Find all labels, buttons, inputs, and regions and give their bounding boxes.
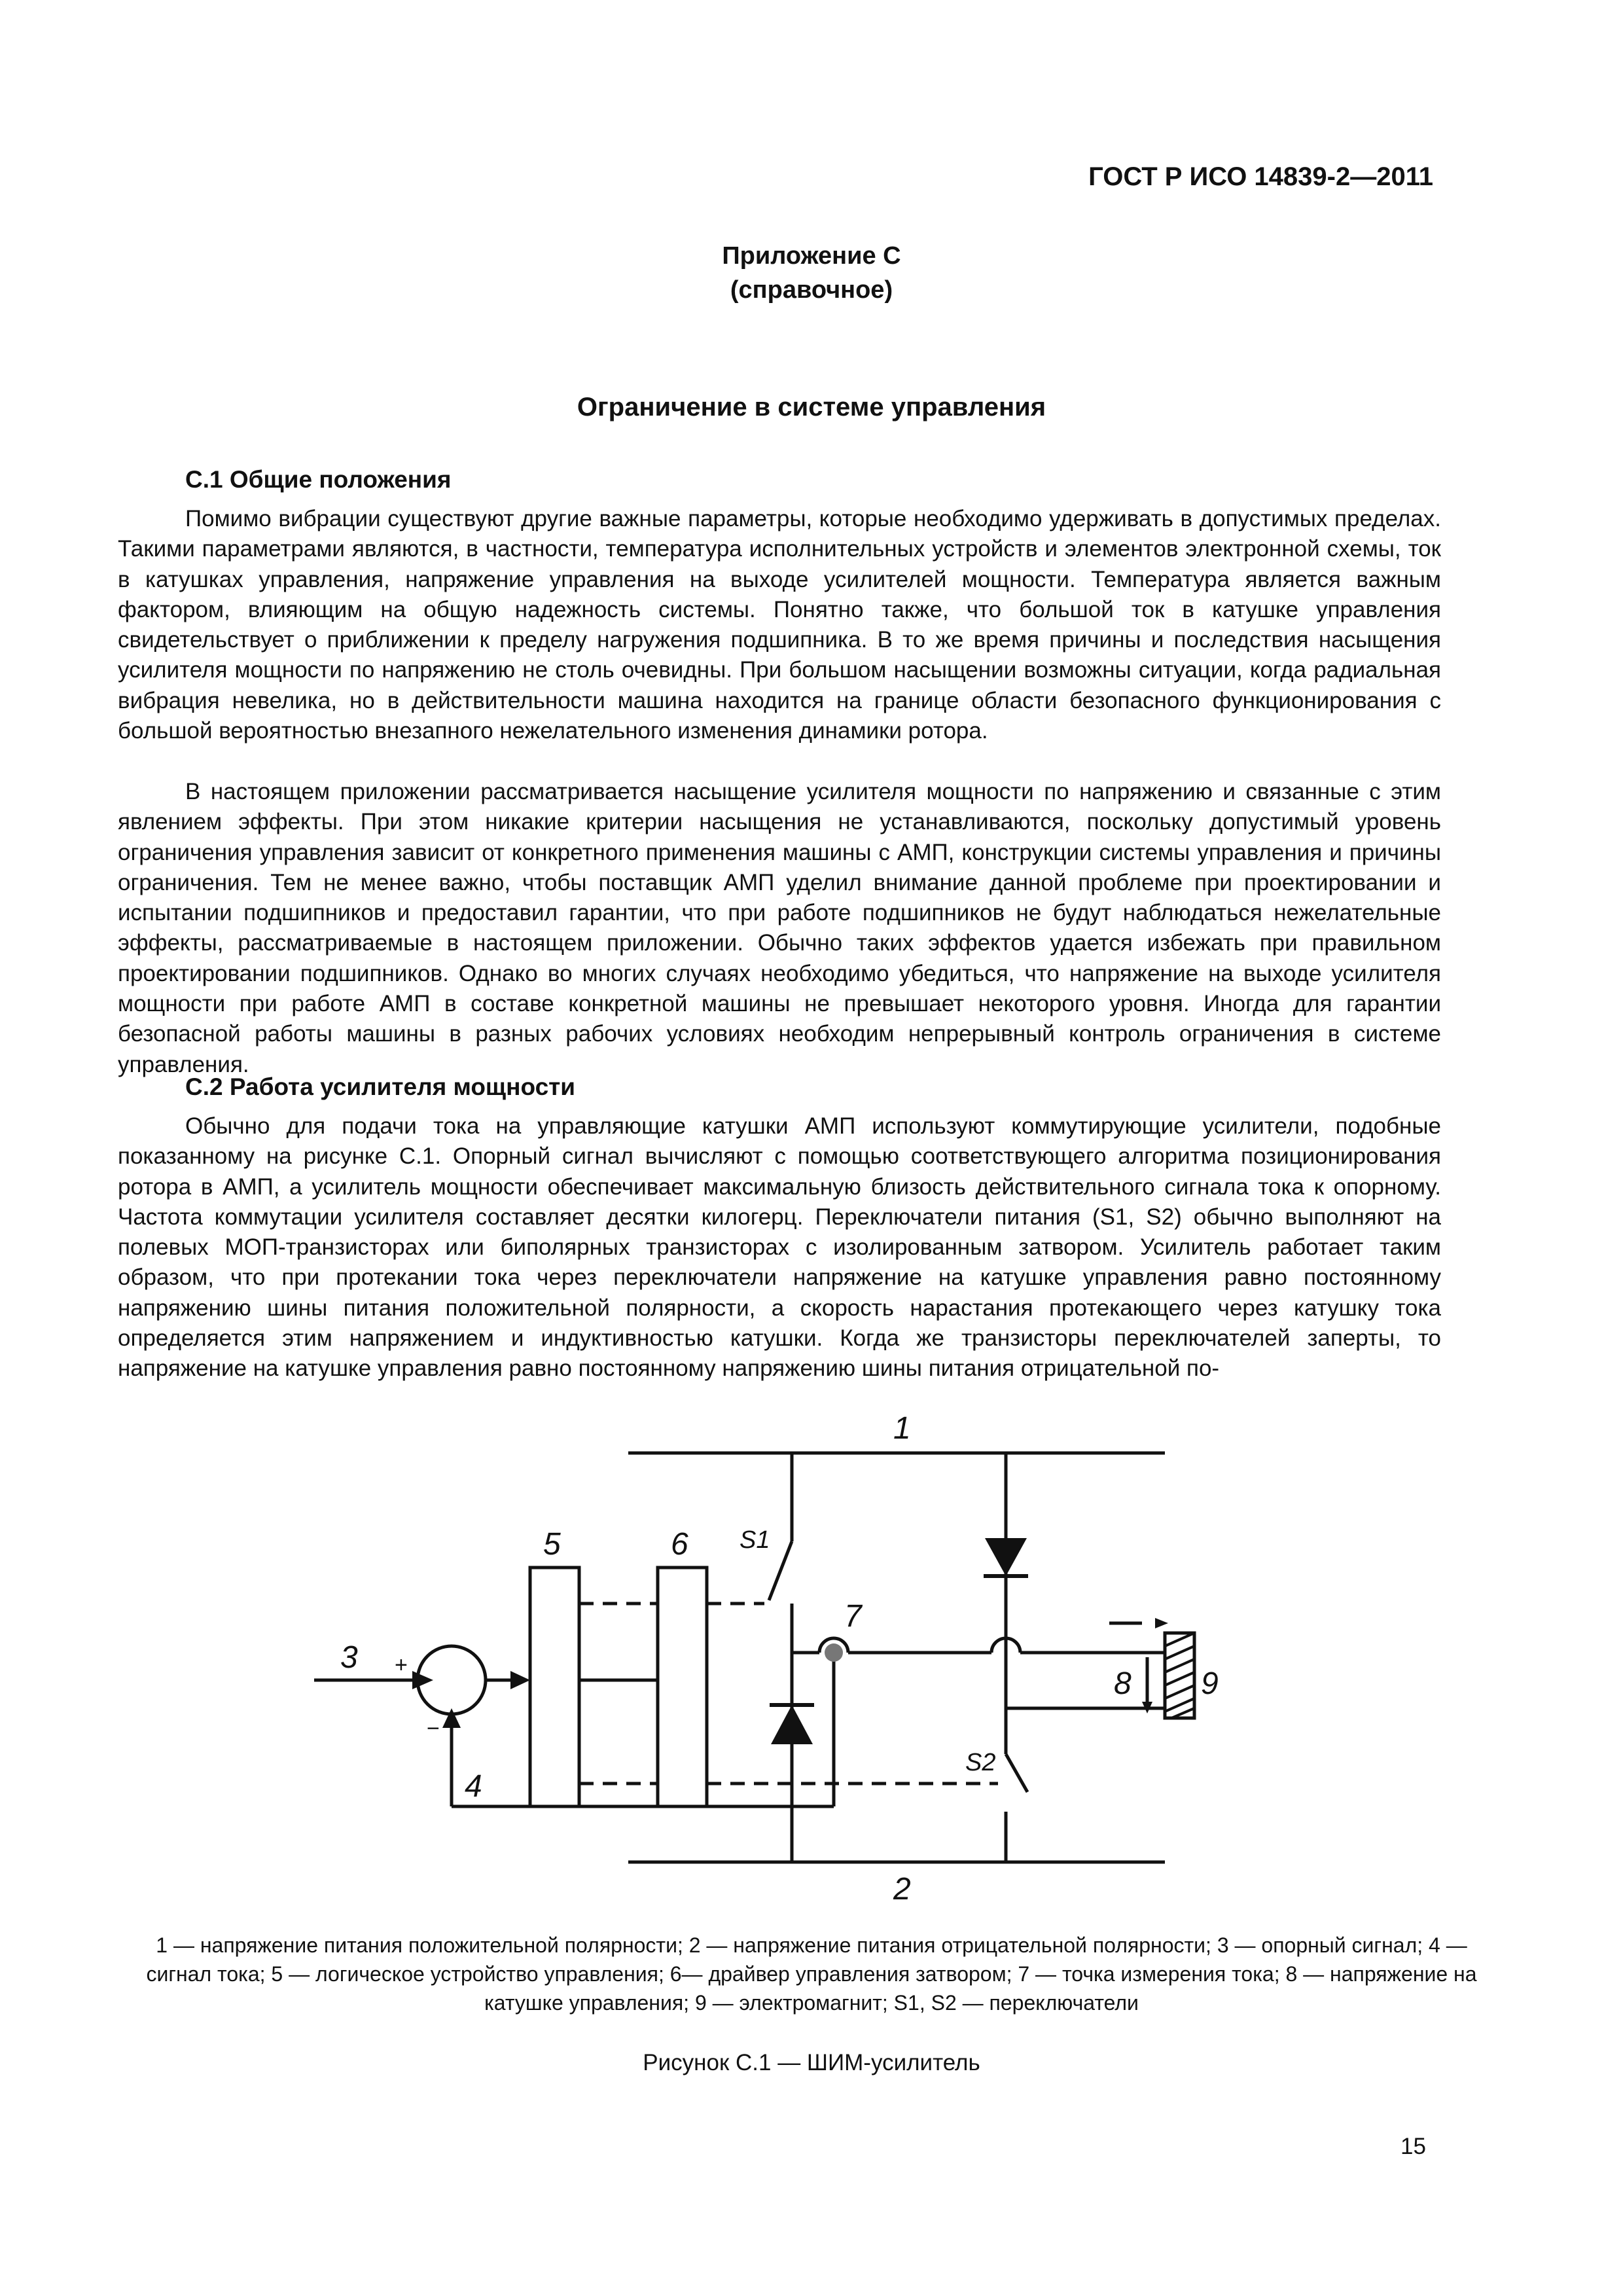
pwm-amplifier-diagram — [288, 1407, 1296, 1908]
appendix-type: (справочное) — [730, 276, 893, 304]
label-6: 6 — [671, 1527, 688, 1562]
freewheel-diode-right — [985, 1538, 1027, 1576]
label-7: 7 — [844, 1599, 862, 1634]
appendix-label: Приложение С — [722, 242, 901, 270]
label-5: 5 — [543, 1527, 561, 1562]
label-1: 1 — [893, 1411, 911, 1446]
appendix-title — [0, 239, 1623, 307]
paragraph-c2-1: Обычно для подачи тока на управляющие катушки АМП используют коммутирующие усилители, подобные показанному на рисунке С.1. Опорный сигнал вычисляют с помощью соответствующего алгоритма позиционирования ротора в АМП, а усилитель мощности обеспечивает максимальную близость действительного сигнала тока к опорному. Частота коммутации усилителя составляет десятки килогерц. Переключатели питания (S1, S2) обычно выполняют на полевых МОП-транзисторах или биполярных транзисторах с изолированным затвором. Усилитель работает таким образом, что при протекании тока через переключатели напряжение на катушке управления равно постоянному напряжению шины питания положительной полярности, а скорость нарастания протекающего через катушку тока определяется этим напряжением и индуктивностью катушки. Когда же транзисторы переключателей заперты, то напряжение на катушке управления равно постоянному напряжению шины питания отрицательной по- — [118, 1113, 1441, 1382]
minus-sign: − — [427, 1716, 440, 1741]
paragraph-c1-1: Помимо вибрации существуют другие важные параметры, которые необходимо удерживать в допустимых пределах. Такими параметрами являются, в частности, температура исполнительных устройств и элементов электронной схемы, ток в катушках управления, напряжение управления на выходе усилителей мощности. Температура является важным фактором, влияющим на общую надежность системы. Понятно также, что большой ток в катушке управления свидетельствует о приближении к пределу нагружения подшипника. В то же время причины и последствия насыщения усилителя мощности по напряжению не столь очевидны. При большом насыщении возможны ситуации, когда радиальная вибрация невелика, но в действительности машина находится на границе области безопасного функционирования с большой вероятностью внезапного нежелательного изменения динамики ротора. — [118, 506, 1441, 744]
current-measurement-point — [825, 1643, 843, 1662]
page-number: 15 — [1400, 2134, 1426, 2159]
subsection-heading-c1: С.1 Общие положения — [185, 466, 452, 493]
label-s2: S2 — [965, 1749, 996, 1776]
label-9: 9 — [1201, 1666, 1219, 1701]
figure-legend: 1 — напряжение питания положительной полярности; 2 — напряжение питания отрицательной полярности; 3 — опорный сигнал; 4 — сигнал тока; 5 — логическое устройство управления; 6— драйвер управления затвором; 7 — точка измерения тока; 8 — напряжение на катушке управления; 9 — электромагнит; S1, S2 — переключатели — [146, 1933, 1477, 2015]
control-logic-block — [530, 1568, 579, 1806]
label-3: 3 — [340, 1640, 358, 1675]
document-code: ГОСТ Р ИСО 14839-2—2011 — [1088, 162, 1433, 191]
label-2: 2 — [893, 1872, 911, 1905]
freewheel-diode-left — [771, 1705, 813, 1744]
paragraph-c1-2: В настоящем приложении рассматривается насыщение усилителя мощности по напряжению и связанные с этим явлением эффекты. При этом никакие критерии насыщения не устанавливаются, поскольку допустимый уровень ограничения управления зависит от конкретного применения машины с АМП, конструкции системы управления и причины ограничения. Тем не менее важно, чтобы поставщик АМП уделил внимание данной проблеме при проектировании и испытании подшипников и предоставил гарантии, что при работе подшипников не будут наблюдаться нежелательные эффекты, рассматриваемые в настоящем приложении. Обычно таких эффектов удается избежать при правильном проектировании подшипников. Однако во многих случаях необходимо убедиться, что напряжение на выходе усилителя мощности при работе АМП в составе конкретной машины не превышает некоторого уровня. Иногда для гарантии безопасной работы машины в разных рабочих условиях необходим непрерывный контроль ограничения в системе управления. — [118, 779, 1441, 1077]
gate-driver-block — [658, 1568, 707, 1806]
switch-s2 — [1006, 1754, 1027, 1792]
switch-s1 — [769, 1541, 792, 1600]
label-s1: S1 — [740, 1526, 770, 1554]
figure-caption: Рисунок С.1 — ШИМ-усилитель — [643, 2050, 980, 2075]
subsection-heading-c2: С.2 Работа усилителя мощности — [185, 1073, 576, 1100]
plus-sign: + — [395, 1653, 408, 1677]
label-4: 4 — [465, 1769, 482, 1804]
section-title: Ограничение в системе управления — [577, 393, 1046, 422]
label-8: 8 — [1114, 1666, 1132, 1701]
